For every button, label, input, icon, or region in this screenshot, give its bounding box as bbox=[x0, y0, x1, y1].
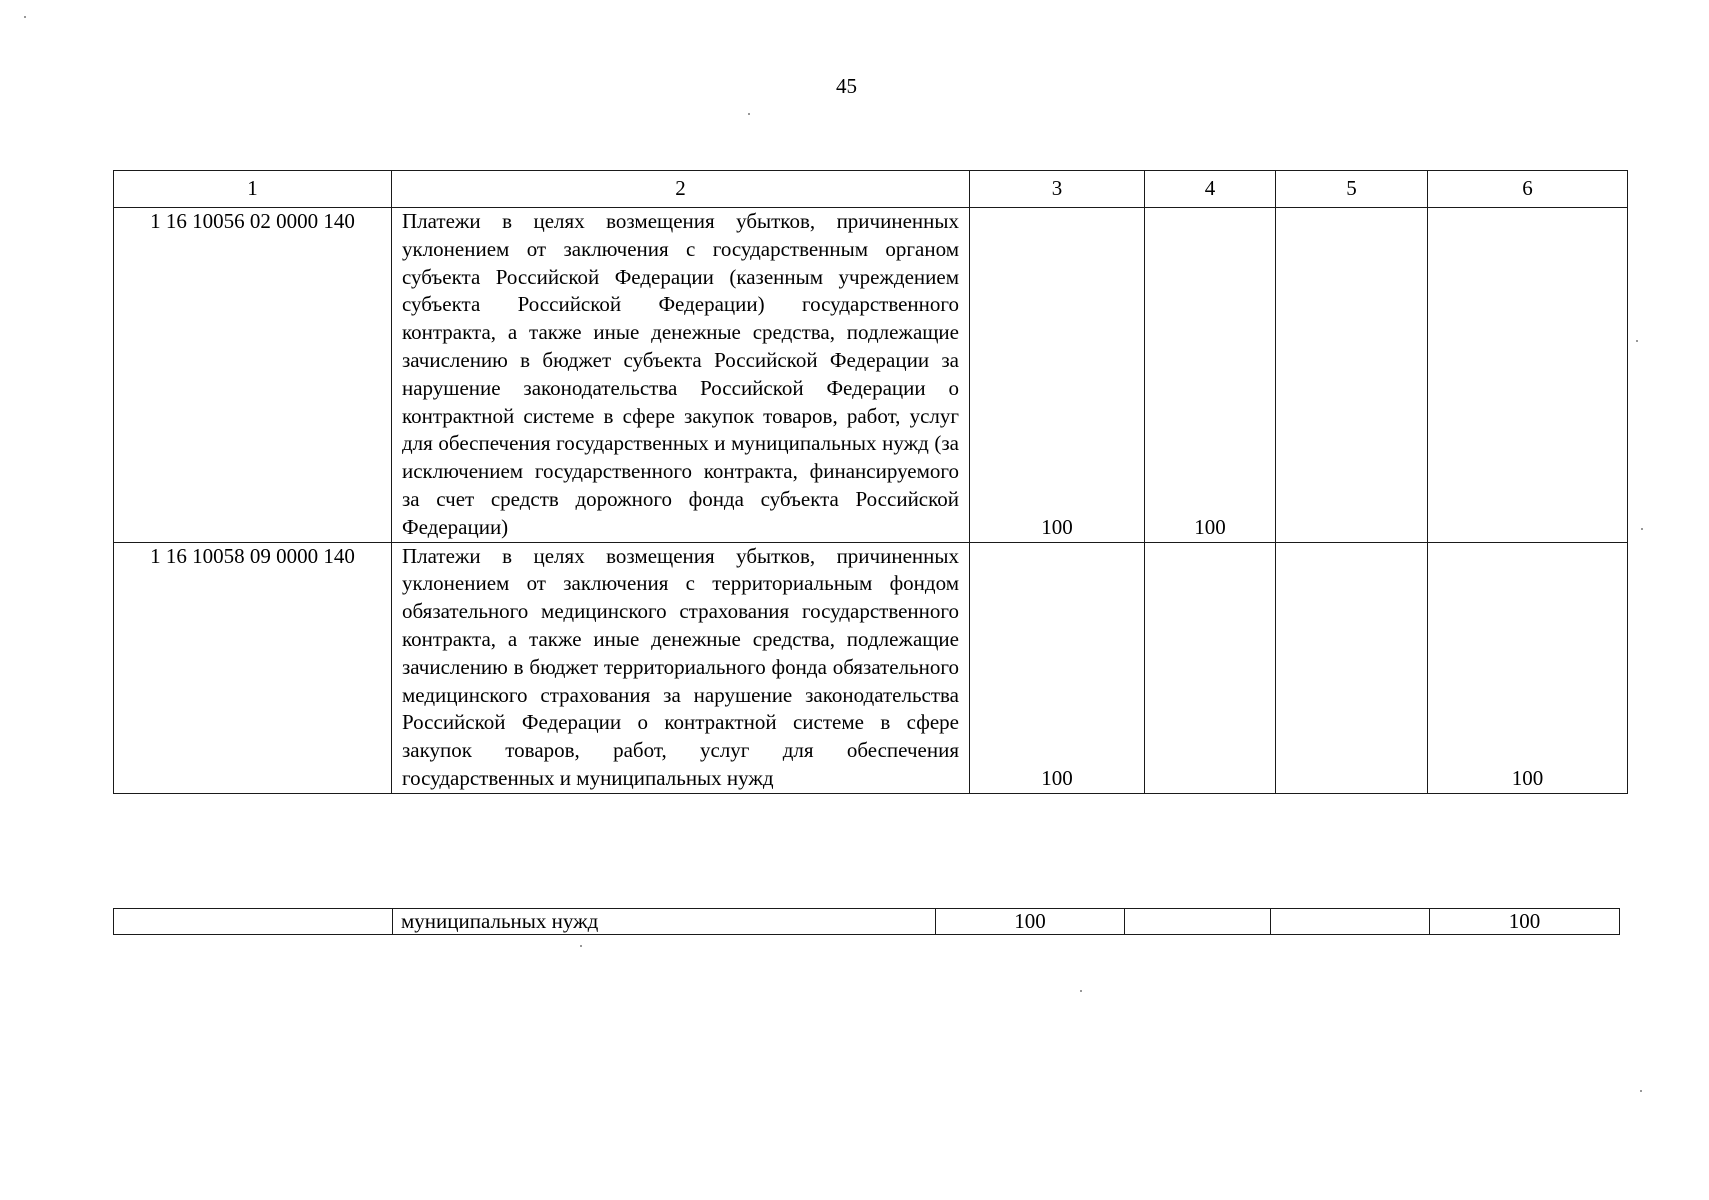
summary-value-col-4 bbox=[1125, 909, 1271, 935]
page-number: 45 bbox=[836, 74, 857, 98]
summary-value-col-5 bbox=[1271, 909, 1430, 935]
scan-speck bbox=[1080, 990, 1082, 992]
value-cell-col-3: 100 bbox=[970, 208, 1145, 543]
table-header-row bbox=[114, 171, 1628, 208]
value-cell-col-6 bbox=[1428, 208, 1628, 543]
table-row bbox=[114, 542, 1628, 793]
scan-speck bbox=[1641, 528, 1643, 530]
header-col-5: 5 bbox=[1276, 171, 1428, 208]
header-col-2: 2 bbox=[392, 171, 970, 208]
budget-code-cell: 1 16 10056 02 0000 140 bbox=[114, 208, 392, 543]
description-cell: Платежи в целях возмещения убытков, причиненных уклонением от заключения с государственным органом субъекта Российской Федерации (казенным учреждением субъекта Российской Федерации) государственного контракта, а также иные денежные средства, подлежащие зачислению в бюджет субъекта Российской Федерации за нарушение законодательства Российской Федерации о контрактной системе в сфере закупок товаров, работ, услуг для обеспечения государственных и муниципальных нужд (за исключением государственного контракта, финансируемого за счет средств дорожного фонда субъекта Российской Федерации) bbox=[392, 208, 970, 543]
summary-description-cell: муниципальных нужд bbox=[393, 909, 936, 935]
scan-speck bbox=[1636, 340, 1638, 342]
value-cell-col-6: 100 bbox=[1428, 542, 1628, 793]
header-col-4: 4 bbox=[1145, 171, 1276, 208]
description-cell: Платежи в целях возмещения убытков, причиненных уклонением от заключения с территориальным фондом обязательного медицинского страхования государственного контракта, а также иные денежные средства, подлежащие зачислению в бюджет территориального фонда обязательного медицинского страхования за нарушение законодательства Российской Федерации о контрактной системе в сфере закупок товаров, работ, услуг для обеспечения государственных и муниципальных нужд bbox=[392, 542, 970, 793]
scan-speck bbox=[24, 16, 26, 18]
scan-speck bbox=[580, 945, 582, 947]
revenue-table bbox=[113, 170, 1628, 794]
summary-value-col-3: 100 bbox=[936, 909, 1125, 935]
value-cell-col-5 bbox=[1276, 208, 1428, 543]
table-row bbox=[114, 208, 1628, 543]
summary-code-cell bbox=[114, 909, 393, 935]
scan-speck bbox=[1640, 1090, 1642, 1092]
header-col-6: 6 bbox=[1428, 171, 1628, 208]
header-col-3: 3 bbox=[970, 171, 1145, 208]
scan-speck bbox=[748, 113, 750, 115]
value-cell-col-4 bbox=[1145, 542, 1276, 793]
value-cell-col-3: 100 bbox=[970, 542, 1145, 793]
value-cell-col-5 bbox=[1276, 542, 1428, 793]
value-cell-col-4: 100 bbox=[1145, 208, 1276, 543]
header-col-1: 1 bbox=[114, 171, 392, 208]
budget-code-cell: 1 16 10058 09 0000 140 bbox=[114, 542, 392, 793]
summary-value-col-6: 100 bbox=[1430, 909, 1620, 935]
summary-row bbox=[114, 909, 1620, 935]
continuation-row-table bbox=[113, 908, 1620, 935]
